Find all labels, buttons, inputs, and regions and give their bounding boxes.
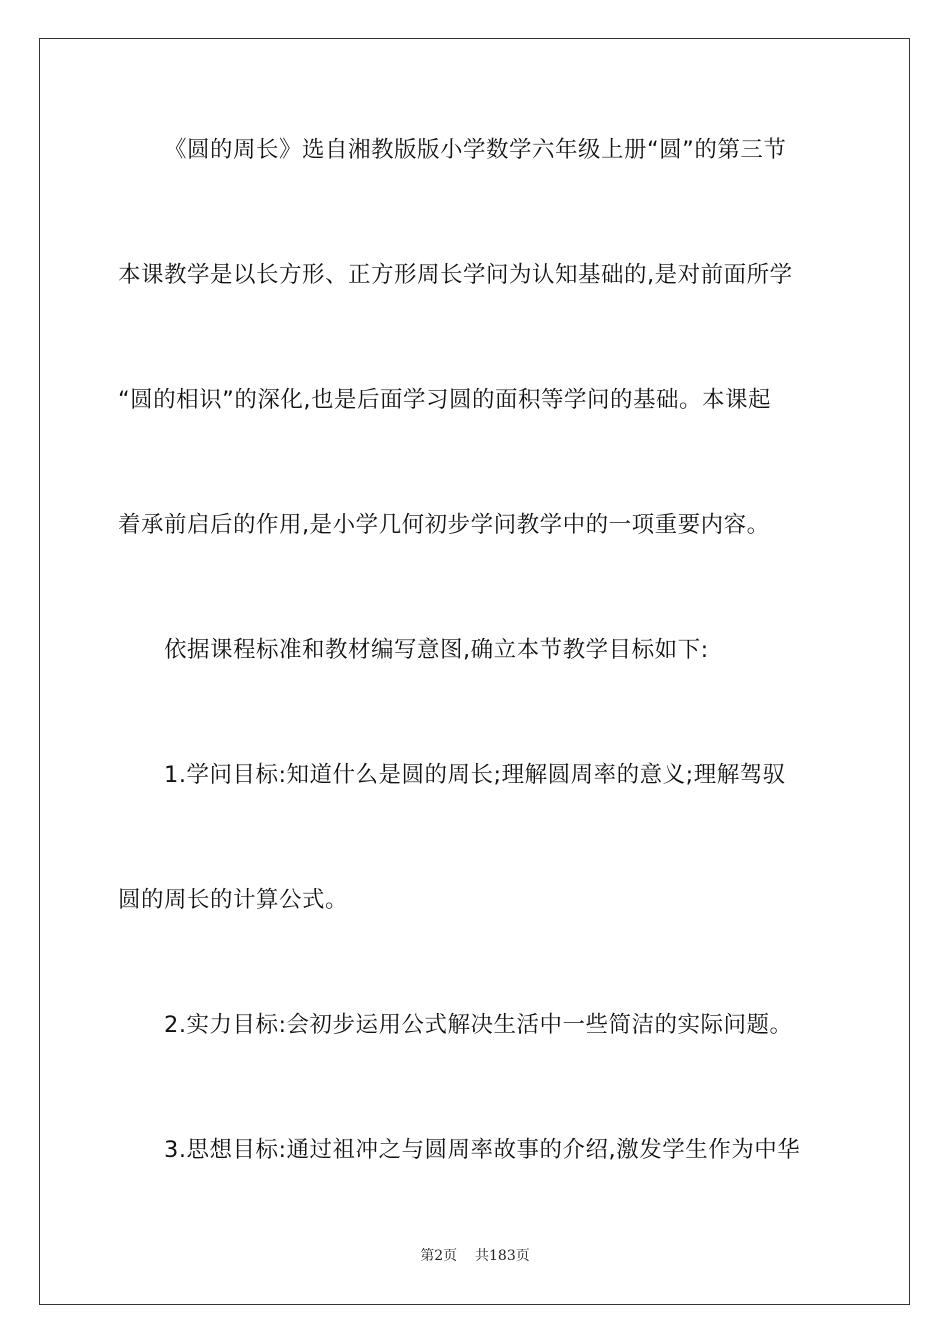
page-footer xyxy=(0,1247,950,1265)
list-item-ability-goal: 2.实力目标:会初步运用公式解决生活中一些简洁的实际问题。 xyxy=(164,1012,793,1038)
page-number-current: 第2页 xyxy=(420,1248,458,1264)
page-border xyxy=(39,38,910,1305)
page-number-total: 共183页 xyxy=(475,1248,530,1264)
paragraph-line: 圆的周长的计算公式。 xyxy=(118,887,349,913)
paragraph-line: 着承前启后的作用,是小学几何初步学问教学中的一项重要内容。 xyxy=(118,512,770,538)
paragraph-line: 《圆的周长》选自湘教版版小学数学六年级上册“圆”的第三节 xyxy=(164,137,787,163)
list-item-knowledge-goal: 1.学问目标:知道什么是圆的周长;理解圆周率的意义;理解驾驭 xyxy=(164,762,786,788)
list-item-thought-goal: 3.思想目标:通过祖冲之与圆周率故事的介绍,激发学生作为中华 xyxy=(164,1137,801,1163)
paragraph-line: 依据课程标准和教材编写意图,确立本节教学目标如下: xyxy=(164,637,709,663)
paragraph-line: 本课教学是以长方形、正方形周长学问为认知基础的,是对前面所学 xyxy=(118,262,793,288)
paragraph-line: “圆的相识”的深化,也是后面学习圆的面积等学问的基础。本课起 xyxy=(118,387,771,413)
